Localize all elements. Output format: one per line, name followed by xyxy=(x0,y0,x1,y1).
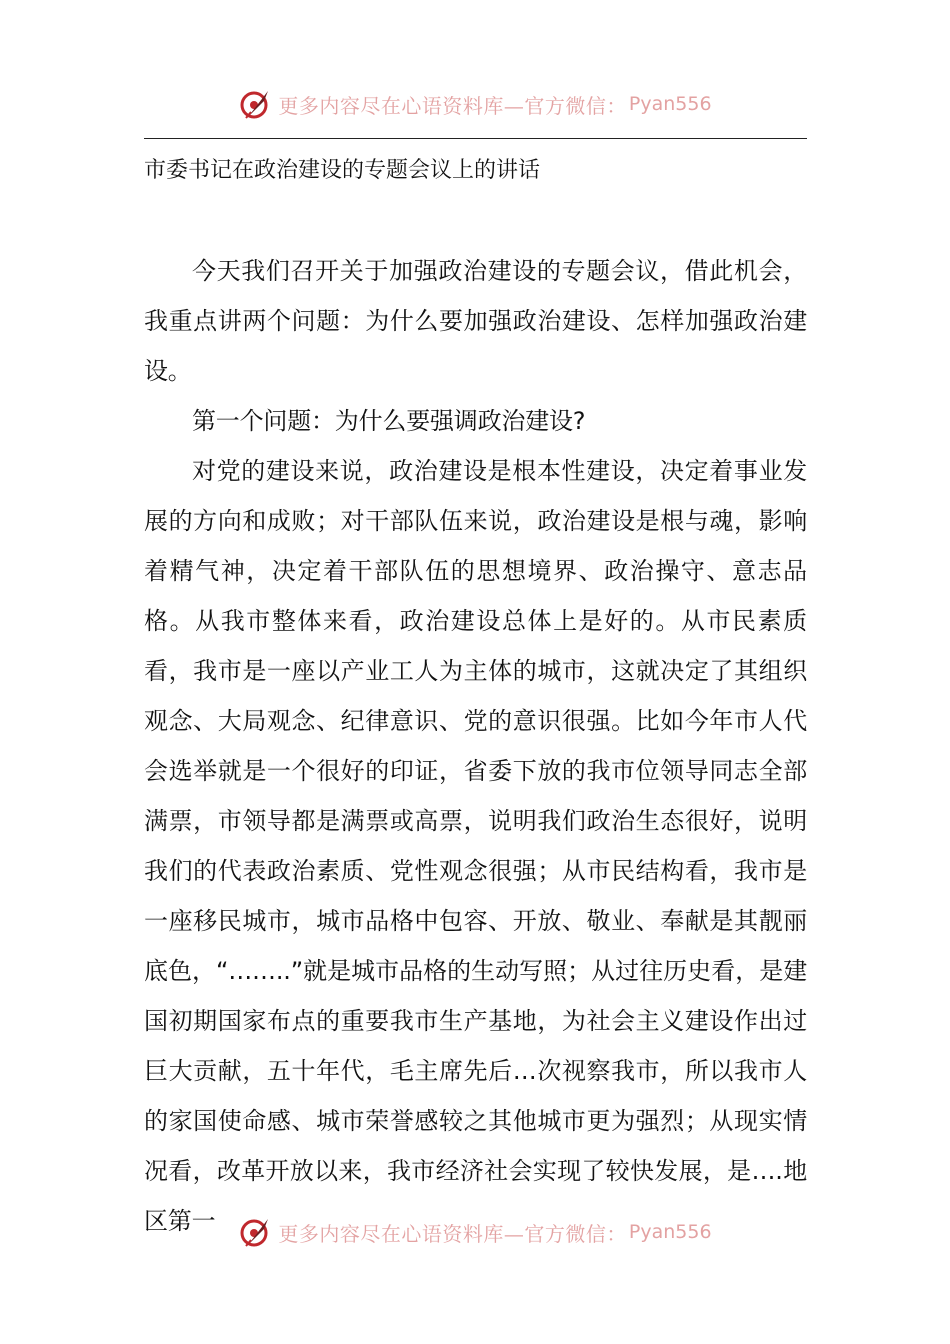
header-wechat-id: Pyan556 xyxy=(628,93,712,115)
document-body xyxy=(144,246,807,1246)
footer-watermark-banner xyxy=(0,1212,950,1252)
header-divider xyxy=(144,138,807,139)
header-promo-text: 更多内容尽在心语资料库—官方微信： xyxy=(278,93,627,118)
paragraph-explanation: 对党的建设来说，政治建设是根本性建设，决定着事业发展的方向和成败；对干部队伍来说，政治建设是根与魂，影响着精气神，决定着干部队伍的思想境界、政治操守、意志品格。从我市整体来看，政治建设总体上是好的。从市民素质看，我市是一座以产业工人为主体的城市，这就决定了其组织观念、大局观念、纪律意识、党的意识很强。比如今年市人代会选举就是一个很好的印证，省委下放的我市位领导同志全部满票，市领导都是满票或高票，说明我们政治生态很好，说明我们的代表政治素质、党性观念很强；从市民结构看，我市是一座移民城市，城市品格中包容、开放、敬业、奉献是其靓丽底色，“……..”就是城市品格的生动写照；从过往历史看，是建国初期国家布点的重要我市生产基地，为社会主义建设作出过巨大贡献，五十年代，毛主席先后…次视察我市，所以我市人的家国使命感、城市荣誉感较之其他城市更为强烈；从现实情况看，改革开放以来，我市经济社会实现了较快发展，是….地区第一 xyxy=(144,457,807,1235)
footer-promo-text: 更多内容尽在心语资料库—官方微信： xyxy=(278,1221,627,1246)
document-title: 市委书记在政治建设的专题会议上的讲话 xyxy=(144,158,541,183)
quill-pen-icon xyxy=(238,87,272,121)
quill-pen-icon xyxy=(238,1215,272,1249)
paragraph-question-one: 第一个问题：为什么要强调政治建设? xyxy=(192,407,586,435)
footer-wechat-id: Pyan556 xyxy=(628,1221,712,1243)
header-watermark-banner xyxy=(0,84,950,124)
paragraph-intro: 今天我们召开关于加强政治建设的专题会议，借此机会，我重点讲两个问题：为什么要加强政治建设、怎样加强政治建设。 xyxy=(144,257,807,385)
